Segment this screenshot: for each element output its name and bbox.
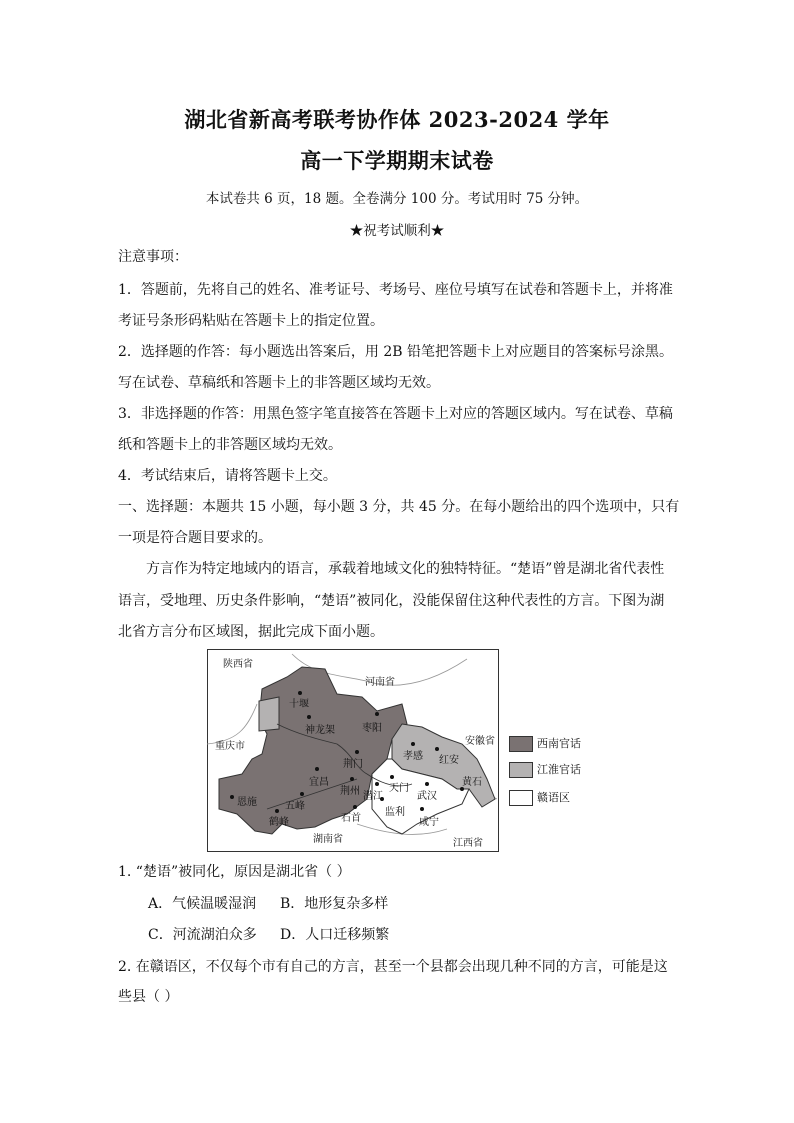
city-label: 五峰 <box>285 801 305 812</box>
region-jianghuai-patch <box>259 697 279 731</box>
q1-option-c[interactable]: C．河流湖泊众多 <box>148 927 257 943</box>
province-label: 重庆市 <box>215 741 245 752</box>
q1-option-b[interactable]: B．地形复杂多样 <box>280 896 389 912</box>
city-dot <box>420 807 424 811</box>
city-label: 石首 <box>341 813 361 824</box>
city-label: 荆门 <box>343 759 363 770</box>
q1-option-a[interactable]: A．气候温暖湿润 <box>148 896 257 912</box>
city-label: 鹤峰 <box>269 817 289 828</box>
city-dot <box>307 715 311 719</box>
section1-instructions-cont: 一项是符合题目要求的。 <box>118 530 272 546</box>
city-label: 监利 <box>385 807 405 818</box>
note-line: 2．选择题的作答：每小题选出答案后，用 2B 铅笔把答题卡上对应题目的答案标号涂黑。 <box>118 344 674 360</box>
city-dot <box>353 805 357 809</box>
city-label: 孝感 <box>403 751 423 762</box>
section1-instructions: 一、选择题：本题共 15 小题，每小题 3 分，共 45 分。在每小题给出的四个选项中，只有 <box>118 499 680 515</box>
legend-label: 西南官话 <box>537 737 581 750</box>
question-1-stem: 1. “楚语”被同化，原因是湖北省（ ） <box>118 864 351 880</box>
legend-swatch-dark <box>509 736 533 752</box>
question-2-stem: 2. 在赣语区，不仅每个市有自己的方言，甚至一个县都会出现几种不同的方言，可能是这 <box>118 959 668 975</box>
city-dot <box>298 691 302 695</box>
city-label: 潜江 <box>363 791 383 802</box>
city-label: 红安 <box>439 755 459 766</box>
exam-title-line2: 高一下学期期末试卷 <box>300 148 494 173</box>
legend-swatch-white <box>509 790 533 806</box>
dialect-map <box>207 649 499 852</box>
exam-subtitle: 本试卷共 6 页，18 题。全卷满分 100 分。考试用时 75 分钟。 <box>205 191 589 207</box>
city-dot <box>350 777 354 781</box>
legend-gan <box>509 789 570 806</box>
legend-jianghuai-mandarin <box>509 761 581 778</box>
passage-line: 方言作为特定地域内的语言，承载着地域文化的独特特征。“楚语”曾是湖北省代表性 <box>146 561 665 577</box>
province-label: 江西省 <box>453 838 483 849</box>
city-dot <box>390 775 394 779</box>
q1-option-d[interactable]: D．人口迁移频繁 <box>280 927 390 943</box>
city-label: 枣阳 <box>362 723 382 734</box>
city-dot <box>300 792 304 796</box>
legend-swatch-light <box>509 762 533 778</box>
note-line: 3．非选择题的作答：用黑色签字笔直接答在答题卡上对应的答题区域内。写在试卷、草稿 <box>118 406 673 422</box>
city-dot <box>355 750 359 754</box>
note-line: 4．考试结束后，请将答题卡上交。 <box>118 468 337 484</box>
city-dot <box>435 747 439 751</box>
note-line: 1．答题前，先将自己的姓名、准考证号、考场号、座位号填写在试卷和答题卡上，并将准 <box>118 282 673 298</box>
legend-label: 江淮官话 <box>537 763 581 776</box>
city-dot <box>275 809 279 813</box>
city-label: 荆州 <box>340 786 360 797</box>
city-label: 神龙架 <box>305 725 335 736</box>
exam-wish: ★祝考试顺利★ <box>349 223 445 239</box>
note-line: 考证号条形码粘贴在答题卡上的指定位置。 <box>118 313 384 329</box>
passage-line: 语言，受地理、历史条件影响，“楚语”被同化，没能保留住这种代表性的方言。下图为湖 <box>118 593 665 609</box>
note-line: 写在试卷、草稿纸和答题卡上的非答题区域均无效。 <box>118 375 440 391</box>
notes-heading: 注意事项： <box>118 249 188 265</box>
legend-label: 赣语区 <box>537 791 570 804</box>
province-label: 陕西省 <box>223 659 253 670</box>
city-dot <box>230 795 234 799</box>
city-dot <box>375 782 379 786</box>
city-dot <box>315 767 319 771</box>
city-label: 十堰 <box>289 699 309 710</box>
question-2-stem-cont: 些县（ ） <box>118 989 179 1005</box>
city-label: 宜昌 <box>309 777 329 788</box>
province-label: 河南省 <box>365 677 395 688</box>
city-label: 天门 <box>389 783 409 794</box>
legend-southwest-mandarin <box>509 735 581 752</box>
exam-title-line1: 湖北省新高考联考协作体 2023-2024 学年 <box>184 107 610 132</box>
city-dot <box>375 712 379 716</box>
note-line: 纸和答题卡上的非答题区域均无效。 <box>118 437 342 453</box>
city-label: 武汉 <box>417 791 437 802</box>
city-label: 黄石 <box>462 777 482 788</box>
city-label: 咸宁 <box>419 817 439 828</box>
city-label: 恩施 <box>237 797 257 808</box>
province-label: 安徽省 <box>465 736 495 747</box>
province-label: 湖南省 <box>313 834 343 845</box>
city-dot <box>425 782 429 786</box>
passage-line: 北省方言分布区域图，据此完成下面小题。 <box>118 624 384 640</box>
city-dot <box>411 742 415 746</box>
